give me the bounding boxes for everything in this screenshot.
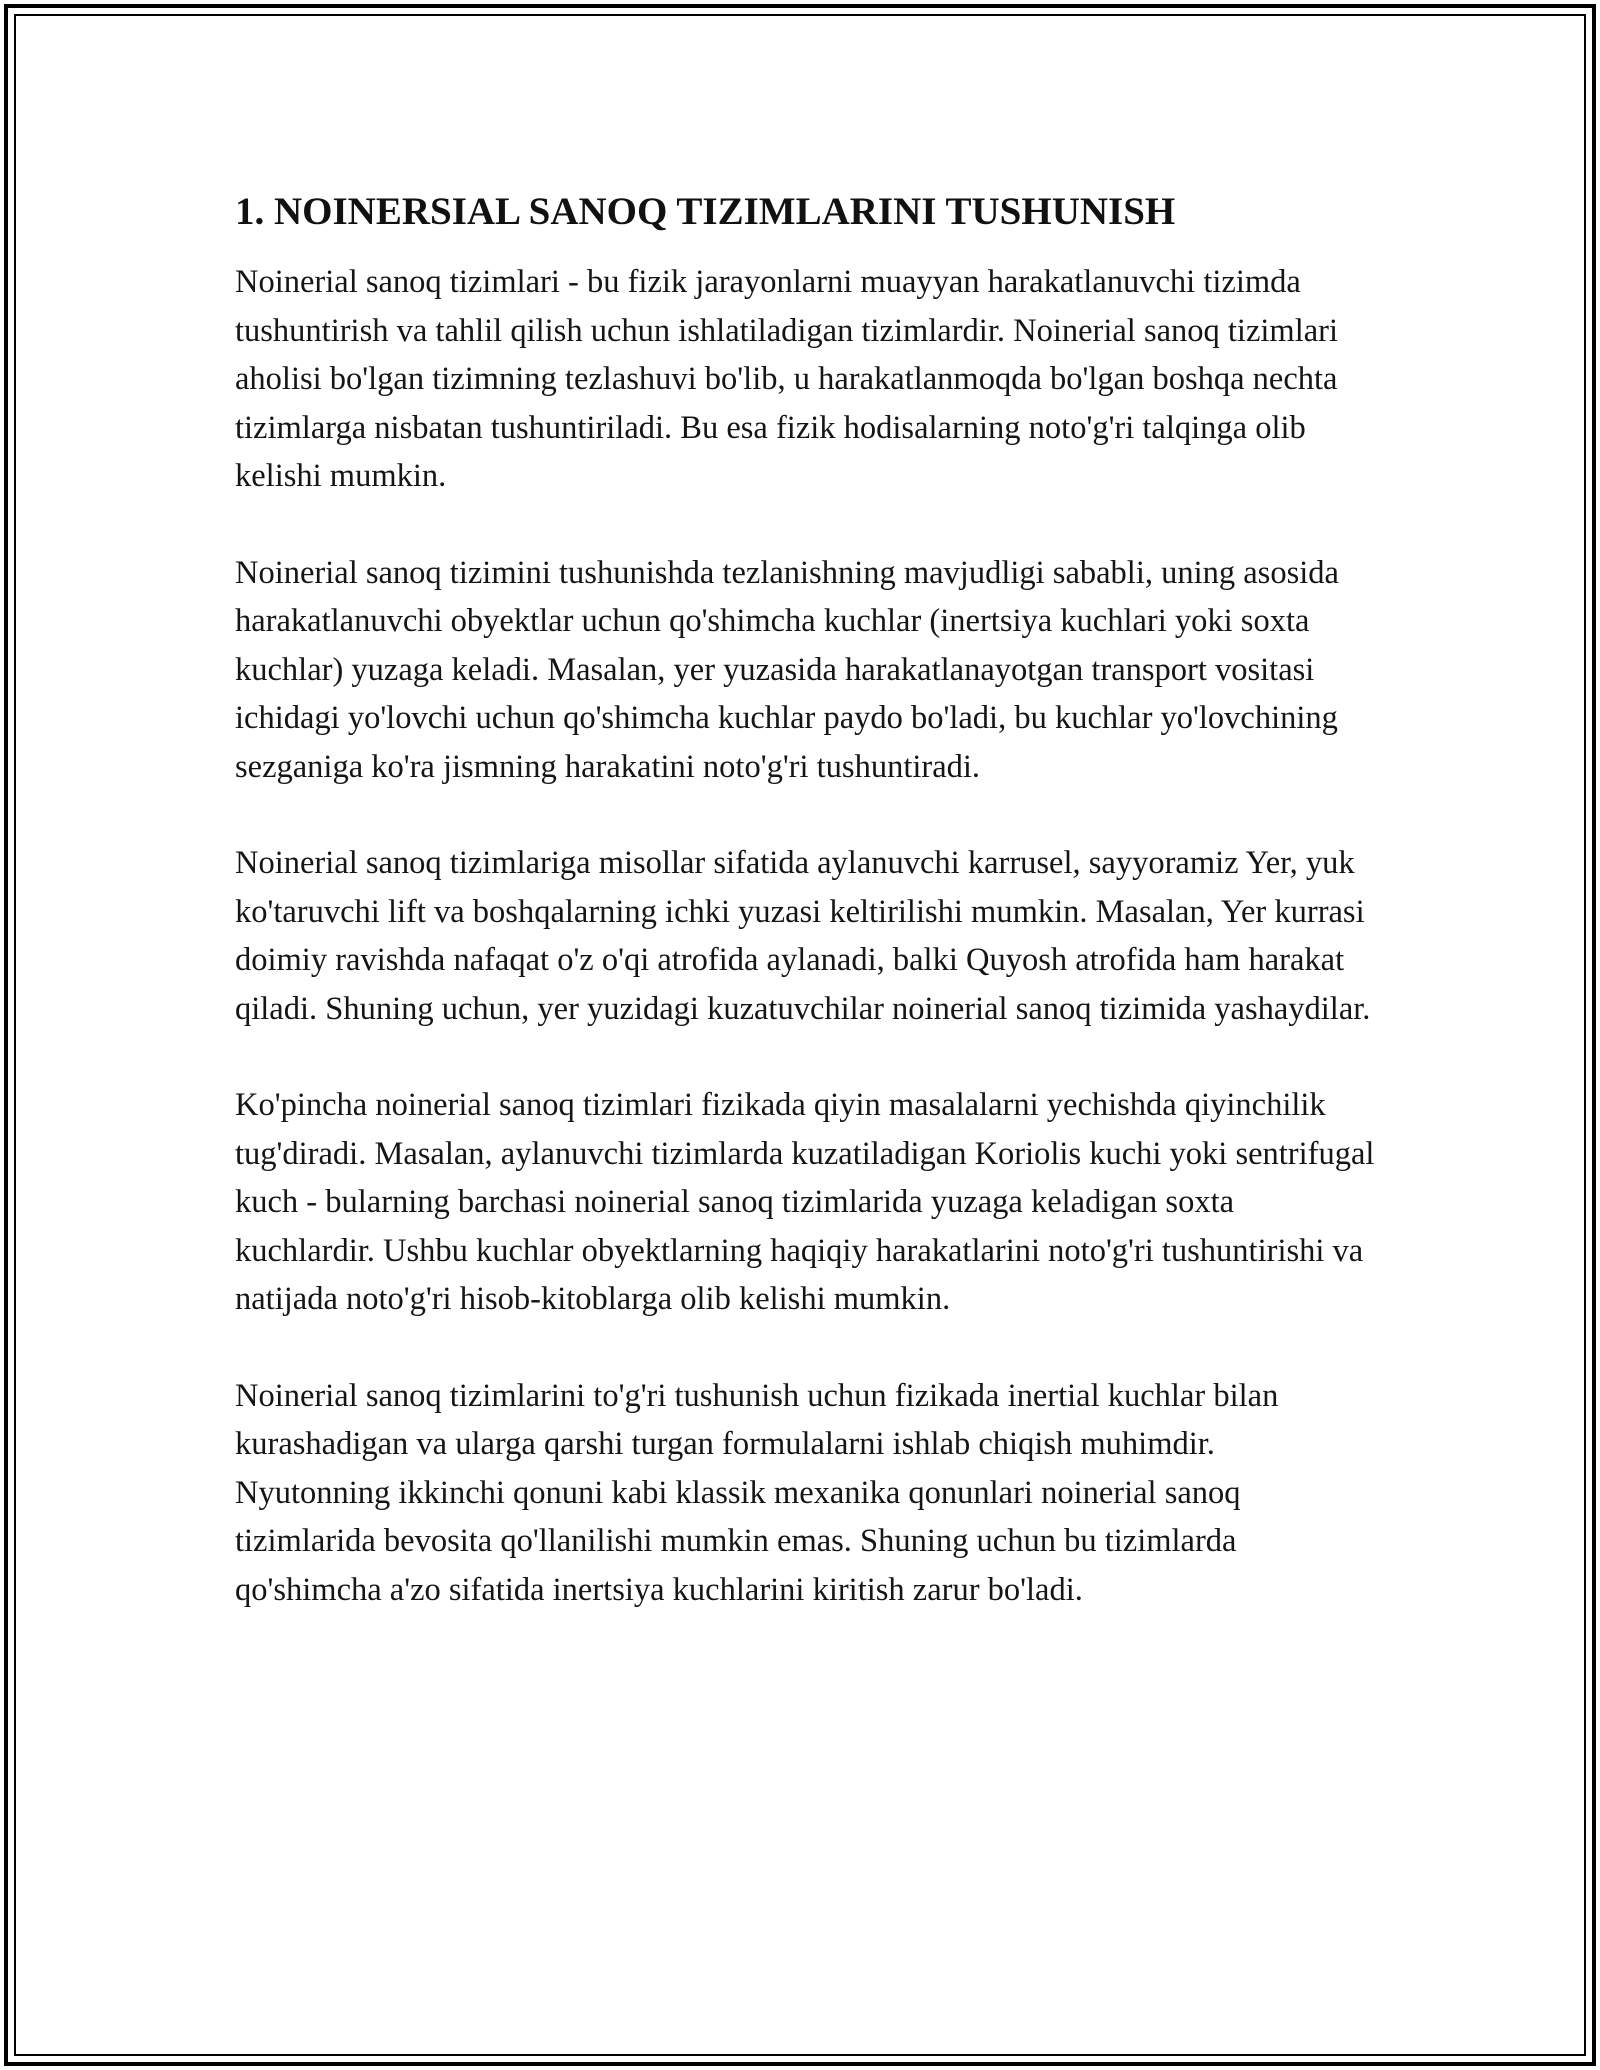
paragraph-3: Noinerial sanoq tizimlariga misollar sifatida aylanuvchi karrusel, sayyoramiz Yer, yuk ko'taruvchi lift va boshqalarning ichki yuzasi keltirilishi mumkin. Masalan, Yer kurrasi doimiy ravishda nafaqat o'z o'qi atrofida aylanadi, balki Quyosh atrofida ham harakat qiladi. Shuning uchun, yer yuzidagi kuzatuvchilar noinerial sanoq tizimida yashaydilar.	[235, 845, 1371, 1027]
paragraph-1: Noinerial sanoq tizimlari - bu fizik jarayonlarni muayyan harakatlanuvchi tizimda tushuntirish va tahlil qilish uchun ishlatiladigan tizimlardir. Noinerial sanoq tizimlari aholisi bo'lgan tizimning tezlashuvi bo'lib, u harakatlanmoqda bo'lgan boshqa nechta tizimlarga nisbatan tushuntiriladi. Bu esa fizik hodisalarning noto'g'ri talqinga olib kelishi mumkin.	[235, 264, 1339, 494]
section-heading: 1. NOINERSIAL SANOQ TIZIMLARINI TUSHUNISH	[235, 190, 1176, 233]
document-body	[235, 188, 1375, 1662]
paragraph-5: Noinerial sanoq tizimlarini to'g'ri tushunish uchun fizikada inertial kuchlar bilan kurashadigan va ularga qarshi turgan formulalarni ishlab chiqish muhimdir. Nyutonning ikkinchi qonuni kabi klassik mexanika qonunlari noinerial sanoq tizimlarida bevosita qo'llanilishi mumkin emas. Shuning uchun bu tizimlarda qo'shimcha a'zo sifatida inertsiya kuchlarini kiritish zarur bo'ladi.	[235, 1377, 1279, 1608]
paragraph-2: Noinerial sanoq tizimini tushunishda tezlanishning mavjudligi sababli, uning asosida harakatlanuvchi obyektlar uchun qo'shimcha kuchlar (inertsiya kuchlari yoki soxta kuchlar) yuzaga keladi. Masalan, yer yuzasida harakatlanayotgan transport vositasi ichidagi yo'lovchi uchun qo'shimcha kuchlar paydo bo'ladi, bu kuchlar yo'lovchining sezganiga ko'ra jismning harakatini noto'g'ri tushuntiradi.	[235, 554, 1339, 785]
paragraph-4: Ko'pincha noinerial sanoq tizimlari fizikada qiyin masalalarni yechishda qiyinchilik tug'diradi. Masalan, aylanuvchi tizimlarda kuzatiladigan Koriolis kuchi yoki sentrifugal kuch - bularning barchasi noinerial sanoq tizimlarida yuzaga keladigan soxta kuchlardir. Ushbu kuchlar obyektlarning haqiqiy harakatlarini noto'g'ri tushuntirishi va natijada noto'g'ri hisob-kitoblarga olib kelishi mumkin.	[235, 1087, 1375, 1317]
